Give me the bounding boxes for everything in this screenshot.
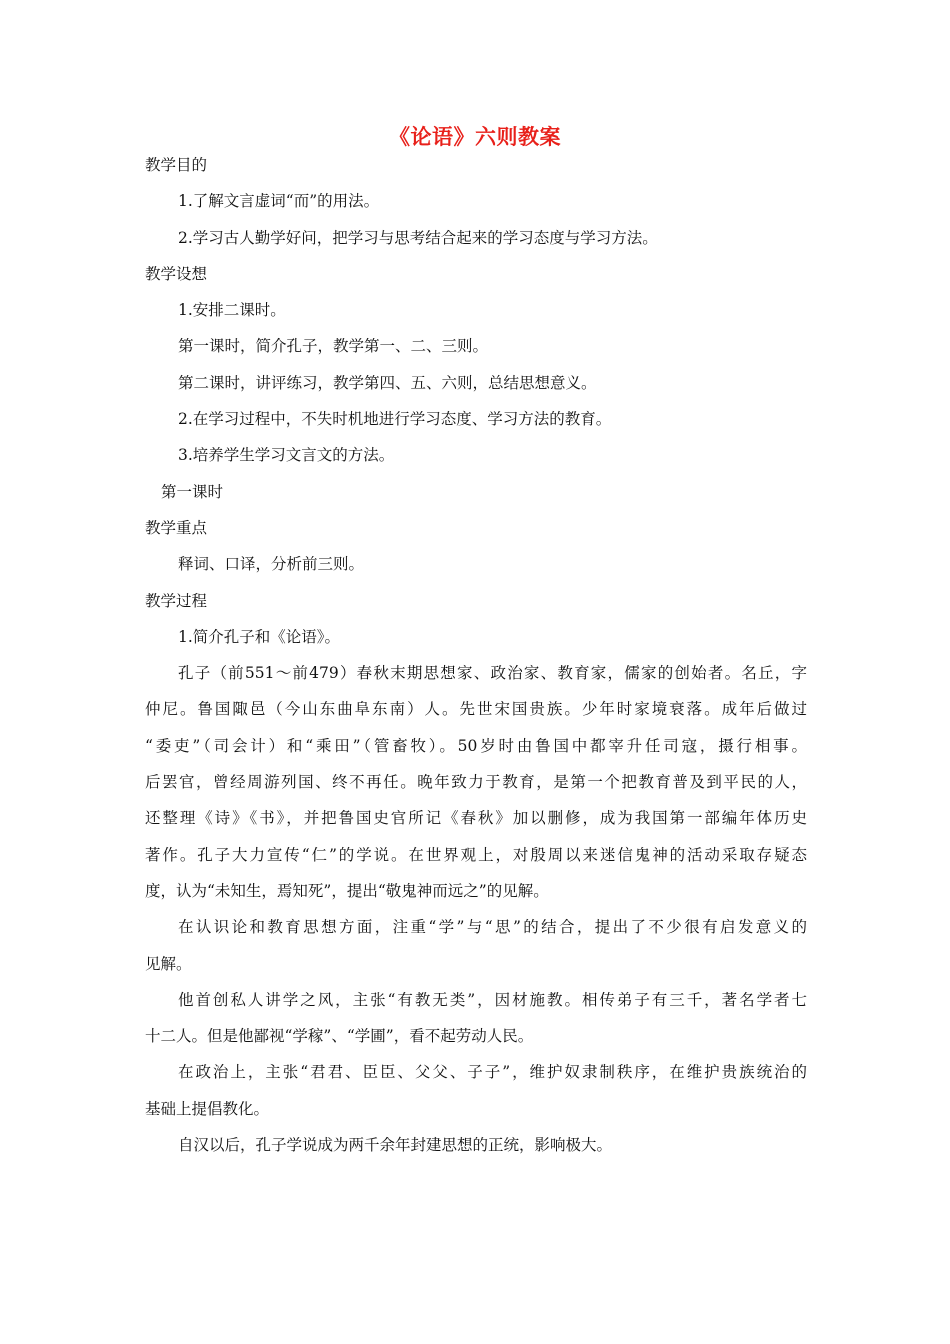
section-heading-design: 教学设想 — [145, 264, 208, 283]
design-subitem: 第二课时，讲评练习，教学第四、五、六则，总结思想意义。 — [178, 373, 597, 392]
process-item: 1.简介孔子和《论语》。 — [178, 627, 341, 646]
section-heading-objectives: 教学目的 — [145, 156, 208, 174]
objective-item: 1.了解文言虚词“而”的用法。 — [178, 192, 380, 211]
paragraph-line: 仲尼。鲁国陬邑（今山东曲阜东南）人。先世宋国贵族。少年时家境衰落。成年后做过 — [145, 700, 807, 719]
paragraph-line: 孔子（前551～前479）春秋末期思想家、政治家、教育家，儒家的创始者。名丘，字 — [178, 664, 807, 683]
paragraph-line: 后罢官，曾经周游列国、终不再任。晚年致力于教育，是第一个把教育普及到平民的人， — [145, 773, 807, 792]
paragraph-line: 度，认为“未知生，焉知死”，提出“敬鬼神而远之”的见解。 — [145, 881, 549, 900]
paragraph-line: 见解。 — [145, 954, 192, 973]
design-subitem: 第一课时，简介孔子，教学第一、二、三则。 — [178, 337, 489, 356]
paragraph-line: “委吏”（司会计）和“乘田”（管畜牧）。50岁时由鲁国中都宰升任司寇，摄行相事。 — [145, 736, 807, 755]
focus-text: 释词、口译，分析前三则。 — [178, 555, 365, 574]
paragraph-line: 基础上提倡教化。 — [145, 1099, 270, 1118]
paragraph-line: 还整理《诗》《书》，并把鲁国史官所记《春秋》加以删修，成为我国第一部编年体历史 — [145, 809, 807, 828]
document-body — [145, 147, 807, 1163]
document-title: 《论语》六则教案 — [389, 125, 561, 149]
paragraph-line: 著作。孔子大力宣传“仁”的学说。在世界观上，对殷周以来迷信鬼神的活动采取存疑态 — [145, 845, 807, 864]
lesson-heading: 第一课时 — [161, 482, 224, 501]
design-item: 2.在学习过程中，不失时机地进行学习态度、学习方法的教育。 — [178, 410, 612, 429]
paragraph-line: 十二人。但是他鄙视“学稼”、“学圃”，看不起劳动人民。 — [145, 1027, 534, 1046]
section-heading-focus: 教学重点 — [145, 518, 208, 537]
paragraph-line: 在认识论和教育思想方面，注重“学”与“思”的结合，提出了不少很有启发意义的 — [178, 918, 807, 937]
objective-item: 2.学习古人勤学好问，把学习与思考结合起来的学习态度与学习方法。 — [178, 228, 658, 247]
design-item: 3.培养学生学习文言文的方法。 — [178, 446, 395, 465]
section-heading-process: 教学过程 — [145, 591, 208, 610]
paragraph-line: 在政治上，主张“君君、臣臣、父父、子子”，维护奴隶制秩序，在维护贵族统治的 — [178, 1063, 807, 1082]
design-item: 1.安排二课时。 — [178, 301, 286, 320]
paragraph-line: 自汉以后，孔子学说成为两千余年封建思想的正统，影响极大。 — [178, 1136, 613, 1155]
paragraph-line: 他首创私人讲学之风，主张“有教无类”，因材施教。相传弟子有三千，著名学者七 — [178, 990, 807, 1009]
